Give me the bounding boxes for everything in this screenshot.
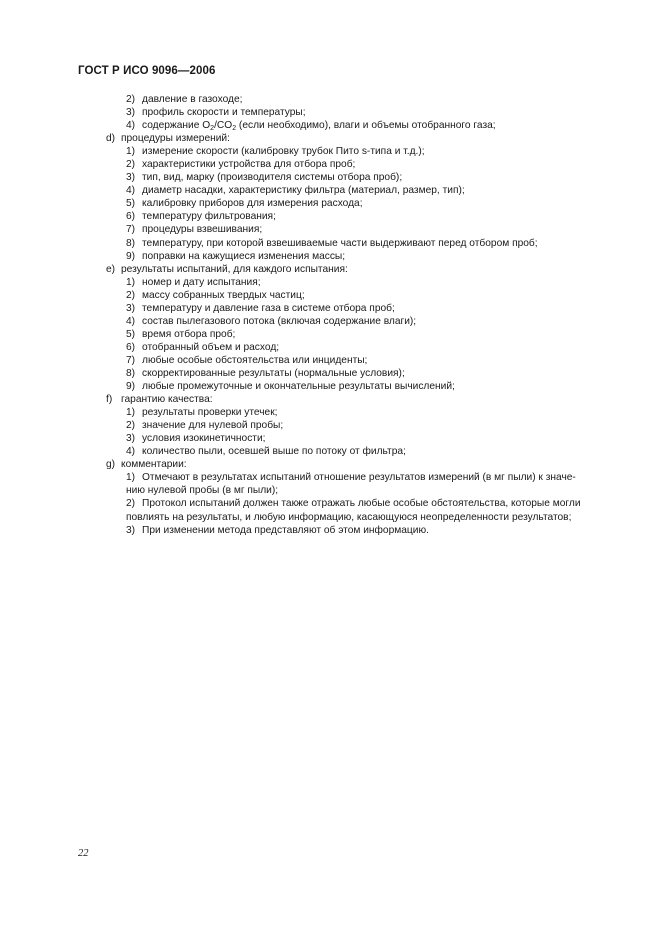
item-text: любые промежуточные и окончательные результаты вычислений; (142, 381, 455, 393)
item-text: номер и дату испытания; (142, 276, 261, 288)
item-number: 3) (126, 524, 136, 536)
item-number: 3) (126, 172, 136, 184)
item-text-line: повлиять на результаты, и любую информацию, касающуюся неопределенности результатов; (126, 511, 572, 523)
list-item (0, 445, 661, 458)
item-number: 4) (126, 185, 136, 197)
list-item (0, 419, 661, 432)
item-text-part: (если необходимо), влаги и объемы отобранного газа; (236, 120, 496, 132)
item-number: 1) (126, 276, 136, 288)
item-number: 4) (126, 315, 136, 327)
list-item (0, 432, 661, 445)
list-item (0, 184, 661, 197)
item-text: результаты проверки утечек; (142, 407, 278, 419)
item-number: 2) (126, 420, 136, 432)
item-text-line: Протокол испытаний должен также отражать любые особые обстоятельства, которые могли (142, 498, 581, 510)
item-number: 1) (126, 146, 136, 158)
item-number: 2) (126, 159, 136, 171)
section-heading: комментарии: (121, 459, 187, 471)
item-text-line: нию нулевой пробы (в мг пыли); (126, 485, 279, 497)
list-item (0, 302, 661, 315)
page-header-title: ГОСТ Р ИСО 9096—2006 (78, 65, 216, 77)
item-number: 2) (126, 94, 136, 105)
item-number: 1) (126, 407, 136, 419)
item-text: отобранный объем и расход; (142, 341, 280, 353)
section-title (0, 458, 661, 471)
item-text: характеристики устройства для отбора проб; (142, 159, 356, 171)
item-number: 8) (126, 367, 136, 379)
section-heading: гарантию качества: (121, 394, 213, 406)
item-number: 4) (126, 446, 136, 458)
section-letter: f) (106, 394, 113, 406)
list-item (0, 471, 661, 497)
item-number: 6) (126, 341, 136, 353)
list-item (0, 380, 661, 393)
item-text: любые особые обстоятельства или инциденты; (142, 354, 368, 366)
section-title (0, 263, 661, 276)
item-text: поправки на кажущиеся изменения массы; (142, 250, 346, 262)
item-text: скорректированные результаты (нормальные условия); (142, 367, 405, 379)
item-number: 3) (126, 302, 136, 314)
list-item (0, 237, 661, 250)
item-number: 2) (126, 289, 136, 301)
subscript: 2 (232, 125, 237, 133)
list-item (0, 145, 661, 158)
item-number: 7) (126, 224, 136, 236)
list-item (0, 158, 661, 171)
section-letter: g) (106, 459, 116, 471)
item-text: массу собранных твердых частиц; (142, 289, 305, 301)
item-number: 4) (126, 120, 136, 132)
list-item (0, 210, 661, 223)
item-text-line: При изменении метода представляют об этом информацию. (142, 524, 429, 536)
item-text-line: Отмечают в результатах испытаний отношение результатов измерений (в мг пыли) к значе- (142, 472, 576, 484)
item-text: время отбора проб; (142, 328, 236, 340)
list-item (0, 223, 661, 236)
list-item (0, 250, 661, 263)
section-heading: процедуры измерений: (121, 133, 230, 145)
item-number: 7) (126, 354, 136, 366)
item-text: температуру и давление газа в системе отбора проб; (142, 302, 395, 314)
item-text: количество пыли, осевшей выше по потоку от фильтра; (142, 446, 406, 458)
item-number: 6) (126, 211, 136, 223)
list-item (0, 197, 661, 210)
item-text: температуру, при которой взвешиваемые части выдерживают перед отбором проб; (142, 237, 538, 249)
item-number: 2) (126, 498, 136, 510)
list-item (0, 328, 661, 341)
list-item (0, 106, 661, 119)
item-text: измерение скорости (калибровку трубок Пито s-типа и т.д.); (142, 146, 425, 158)
section-heading: результаты испытаний, для каждого испытания: (121, 263, 348, 275)
item-text: калибровку приборов для измерения расхода; (142, 198, 363, 210)
item-text: температуру фильтрования; (142, 211, 276, 223)
item-number: 8) (126, 237, 136, 249)
item-number: 9) (126, 250, 136, 262)
subscript: 2 (210, 125, 215, 133)
page-number: 22 (78, 848, 89, 859)
item-number: 5) (126, 328, 136, 340)
list-item (0, 171, 661, 184)
item-text: профиль скорости и температуры; (142, 107, 306, 119)
list-item (0, 354, 661, 367)
list-item (0, 119, 661, 132)
section-letter: e) (106, 263, 116, 275)
item-text: диаметр насадки, характеристику фильтра (материал, размер, тип); (142, 185, 465, 197)
list-item (0, 497, 661, 523)
item-text: давление в газоходе; (142, 94, 243, 105)
item-text-part: содержание O (142, 120, 211, 132)
list-item (0, 367, 661, 380)
item-text: тип, вид, марку (производителя системы отбора проб); (142, 172, 403, 184)
section-title (0, 132, 661, 145)
list-item (0, 406, 661, 419)
list-item (0, 289, 661, 302)
item-text: состав пылегазового потока (включая содержание влаги); (142, 315, 417, 327)
item-text: значение для нулевой пробы; (142, 420, 284, 432)
item-number: 3) (126, 107, 136, 119)
section-title (0, 393, 661, 406)
item-text: процедуры взвешивания; (142, 224, 263, 236)
item-number: 3) (126, 433, 136, 445)
list-item (0, 315, 661, 328)
item-number: 5) (126, 198, 136, 210)
list-item (0, 341, 661, 354)
item-number: 1) (126, 472, 136, 484)
item-text-part: /CO (214, 120, 233, 132)
document-body (0, 93, 661, 537)
section-letter: d) (106, 133, 116, 145)
list-item (0, 276, 661, 289)
item-number: 9) (126, 381, 136, 393)
item-text: условия изокинетичности; (142, 433, 266, 445)
list-item (0, 524, 661, 537)
list-item (0, 93, 661, 106)
